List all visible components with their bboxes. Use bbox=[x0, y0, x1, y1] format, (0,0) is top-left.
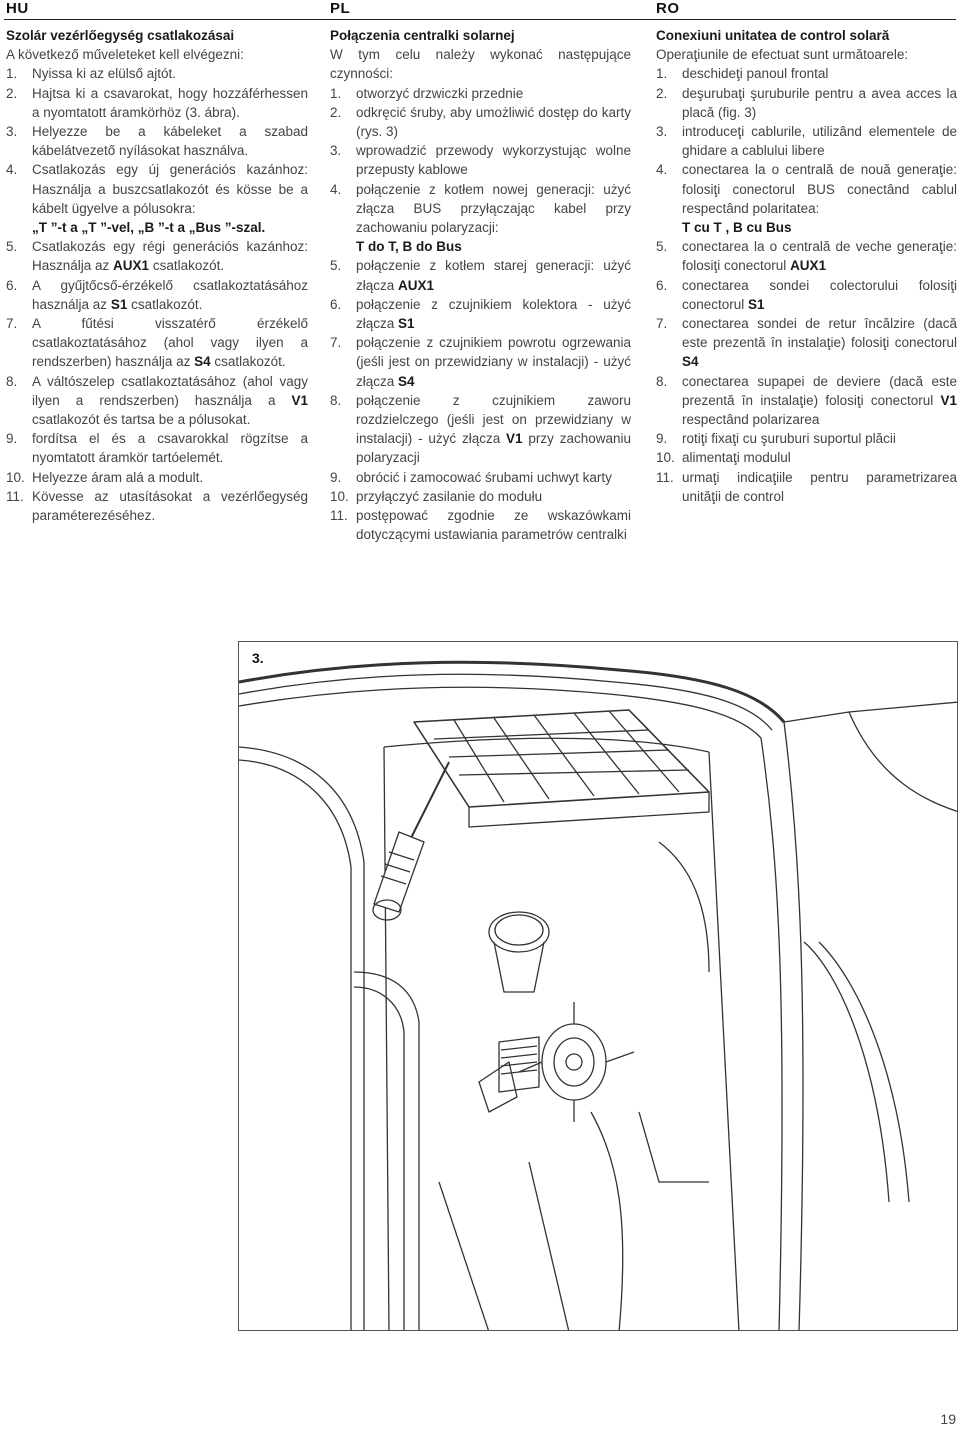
step-list bbox=[6, 64, 308, 525]
step-text-part: A váltószelep csatlakoztatásához (ahol vagy ilyen a rendszerben) használja a bbox=[32, 373, 308, 408]
step-text-part: csatlakozót. bbox=[210, 354, 286, 370]
step-text-part: postępować zgodnie ze wskazówkami dotyczącymi ustawiania parametrów centralki bbox=[356, 508, 631, 543]
step-number: 8. bbox=[330, 392, 342, 408]
step-text bbox=[682, 276, 957, 314]
step-item bbox=[330, 391, 631, 468]
connector-name: S1 bbox=[748, 296, 765, 312]
connector-name: V1 bbox=[940, 392, 957, 408]
step-text bbox=[356, 103, 631, 141]
step-text bbox=[32, 64, 308, 83]
connector-name: S1 bbox=[398, 316, 415, 332]
step-number: 11. bbox=[330, 508, 348, 524]
step-item bbox=[656, 429, 957, 448]
step-number: 7. bbox=[6, 316, 18, 332]
step-number: 5. bbox=[656, 239, 668, 255]
step-text bbox=[356, 468, 631, 487]
step-number: 2. bbox=[656, 85, 668, 101]
step-text-part: respectând polarizarea bbox=[682, 412, 820, 428]
step-item bbox=[656, 160, 957, 237]
step-text bbox=[32, 276, 308, 314]
step-text bbox=[356, 391, 631, 468]
step-item bbox=[6, 276, 308, 314]
step-item bbox=[656, 237, 957, 275]
step-text-part: Nyissa ki az elülső ajtót. bbox=[32, 66, 177, 82]
step-number: 4. bbox=[6, 162, 18, 178]
step-item bbox=[330, 141, 631, 179]
step-text bbox=[32, 372, 308, 430]
step-item bbox=[6, 84, 308, 122]
step-text-part: A fűtési visszatérő érzékelő csatlakoztatásához (ahol vagy ilyen a rendszerben) használja az bbox=[32, 316, 308, 370]
step-number: 11. bbox=[6, 488, 24, 504]
step-text bbox=[682, 468, 957, 506]
step-text bbox=[682, 448, 957, 467]
step-text-part: obrócić i zamocować śrubami uchwyt karty bbox=[356, 469, 612, 485]
header-rule bbox=[4, 19, 956, 20]
step-text-part: csatlakozót és tartsa be a pólusokat. bbox=[32, 412, 251, 428]
step-text-part: Hajtsa ki a csavarokat, hogy hozzáférhessen a nyomtatott áramkörhöz (3. ábra). bbox=[32, 85, 308, 120]
step-item bbox=[330, 295, 631, 333]
connector-name: V1 bbox=[291, 392, 308, 408]
step-list bbox=[656, 64, 957, 506]
connector-name: AUX1 bbox=[790, 258, 827, 274]
step-number: 6. bbox=[330, 296, 342, 312]
step-text bbox=[682, 64, 957, 83]
step-text-part: połączenie z kotłem starej generacji: użyć złącza bbox=[356, 258, 631, 293]
step-number: 9. bbox=[656, 431, 668, 447]
step-number: 6. bbox=[6, 277, 18, 293]
step-item bbox=[330, 333, 631, 391]
step-text-part: introduceţi cablurile, utilizând elementele de ghidare a cablului libere bbox=[682, 124, 957, 159]
step-text bbox=[682, 372, 957, 430]
step-text-part: połączenie z kotłem nowej generacji: użyć złącza BUS przyłączając kabel przy zachowaniu polaryzacji: bbox=[356, 181, 631, 236]
step-text bbox=[32, 160, 308, 237]
step-text-part: Csatlakozás egy régi generációs kazánhoz: Használja az bbox=[32, 239, 308, 274]
step-text bbox=[356, 506, 631, 544]
step-number: 2. bbox=[330, 104, 342, 120]
section-intro: W tym celu należy wykonać następujące czynności: bbox=[330, 47, 631, 82]
step-text bbox=[356, 487, 631, 506]
page-number: 19 bbox=[940, 1411, 956, 1427]
step-text bbox=[682, 160, 957, 237]
step-text bbox=[32, 84, 308, 122]
connector-name: S4 bbox=[398, 373, 415, 389]
step-text-part: rotiţi fixaţi cu şuruburi suportul plăcii bbox=[682, 431, 896, 447]
step-text bbox=[356, 256, 631, 294]
figure-3 bbox=[238, 641, 958, 1331]
step-item bbox=[656, 448, 957, 467]
step-text bbox=[32, 429, 308, 467]
connector-name: S4 bbox=[682, 354, 699, 370]
step-text-part: conectarea la o centrală de veche generaţie: folosiţi conectorul bbox=[682, 239, 957, 274]
step-text-part: Csatlakozás egy új generációs kazánhoz: Használja a buszcsatlakozót és kösse be a kábelt ügyelve a pólusokra: bbox=[32, 162, 308, 216]
step-number: 3. bbox=[330, 143, 342, 159]
step-number: 5. bbox=[6, 239, 18, 255]
step-text bbox=[32, 487, 308, 525]
lang-header-ro: RO bbox=[656, 0, 680, 17]
step-number: 3. bbox=[6, 124, 18, 140]
step-text-part: urmaţi indicaţiile pentru parametrizarea unităţii de control bbox=[682, 469, 957, 504]
step-item bbox=[330, 487, 631, 506]
step-number: 5. bbox=[330, 258, 342, 274]
step-number: 1. bbox=[330, 85, 342, 101]
step-text bbox=[356, 180, 631, 257]
step-item bbox=[6, 122, 308, 160]
step-text-part: przyłączyć zasilanie do modułu bbox=[356, 488, 543, 504]
step-text-part: deşurubaţi şuruburile pentru a avea acces la placă (fig. 3) bbox=[682, 85, 957, 120]
lang-header-pl: PL bbox=[330, 0, 351, 17]
connector-name: AUX1 bbox=[398, 277, 435, 293]
step-text-part: csatlakozót. bbox=[127, 296, 203, 312]
step-text-part: deschideţi panoul frontal bbox=[682, 66, 829, 82]
step-text bbox=[356, 295, 631, 333]
step-text bbox=[356, 84, 631, 103]
step-item bbox=[656, 84, 957, 122]
step-text-part: conectarea sondei de retur încălzire (dacă este prezentă în instalaţie) folosiţi conectorul bbox=[682, 316, 957, 351]
step-item bbox=[656, 64, 957, 83]
step-text bbox=[32, 237, 308, 275]
step-number: 7. bbox=[330, 335, 342, 351]
step-text-part: połączenie z czujnikiem zaworu rozdzielczego (jeśli jest on przewidziany w instalacji) - użyć złącza bbox=[356, 392, 631, 447]
step-text bbox=[32, 468, 308, 487]
step-item bbox=[6, 314, 308, 372]
step-text bbox=[682, 84, 957, 122]
step-text-part: otworzyć drzwiczki przednie bbox=[356, 85, 524, 101]
boiler-illustration bbox=[239, 642, 958, 1331]
step-text-part: wprowadzić przewody wykorzystując wolne przepusty kablowe bbox=[356, 143, 631, 178]
step-item bbox=[330, 103, 631, 141]
lang-header-hu: HU bbox=[6, 0, 29, 17]
connector-name: AUX1 bbox=[113, 258, 150, 274]
step-text-part: conectarea la o centrală de nouă generaţie: folosiţi conectorul BUS conectând cablul respectând polaritatea: bbox=[682, 162, 957, 216]
step-text-part: conectarea sondei colectorului folosiţi conectorul bbox=[682, 277, 957, 312]
figure-label: 3. bbox=[252, 650, 264, 666]
step-number: 9. bbox=[6, 431, 18, 447]
step-text-part: conectarea supapei de deviere (dacă este prezentă în instalaţie) folosiţi conectorul bbox=[682, 373, 957, 408]
step-text-part: przy zachowaniu polaryzacji bbox=[356, 431, 631, 466]
step-text-part: fordítsa el és a csavarokkal rögzítse a nyomtatott áramkör tartóelemét. bbox=[32, 431, 308, 466]
step-item bbox=[6, 64, 308, 83]
step-text bbox=[682, 122, 957, 160]
step-text bbox=[682, 237, 957, 275]
step-list bbox=[330, 84, 631, 545]
step-number: 8. bbox=[656, 373, 668, 389]
step-text-part: Kövesse az utasításokat a vezérlőegység paraméterezéséhez. bbox=[32, 488, 308, 524]
step-item bbox=[6, 487, 308, 525]
step-item bbox=[656, 372, 957, 430]
step-item bbox=[330, 506, 631, 544]
step-text bbox=[356, 333, 631, 391]
step-text-part: A gyűjtőcső-érzékelő csatlakoztatásához használja az bbox=[32, 277, 308, 312]
connector-name: S1 bbox=[110, 296, 128, 312]
step-text-part: połączenie z czujnikiem kolektora - użyć złącza bbox=[356, 296, 631, 332]
step-number: 10. bbox=[6, 469, 25, 485]
step-number: 8. bbox=[6, 373, 18, 389]
step-number: 1. bbox=[656, 66, 668, 82]
step-number: 1. bbox=[6, 66, 18, 82]
step-text-part: Helyezze áram alá a modult. bbox=[32, 469, 204, 485]
step-item bbox=[330, 468, 631, 487]
step-text-part: csatlakozót. bbox=[149, 258, 225, 274]
column-hu bbox=[6, 26, 308, 525]
polarity-note: T do T, B do Bus bbox=[356, 239, 462, 255]
step-number: 11. bbox=[656, 469, 674, 485]
connector-name: S4 bbox=[194, 354, 211, 370]
column-ro bbox=[656, 26, 957, 506]
polarity-note: T cu T , B cu Bus bbox=[682, 220, 792, 236]
section-title: Conexiuni unitatea de control solară bbox=[656, 28, 890, 43]
step-text bbox=[682, 429, 957, 448]
column-pl bbox=[330, 26, 631, 544]
step-item bbox=[6, 372, 308, 430]
step-item bbox=[6, 237, 308, 275]
step-item bbox=[330, 84, 631, 103]
step-item bbox=[656, 468, 957, 506]
step-item bbox=[656, 276, 957, 314]
polarity-note: „T ”-t a „T ”-vel, „B ”-t a „Bus ”-szal. bbox=[32, 220, 266, 236]
step-item bbox=[6, 160, 308, 237]
step-text-part: alimentaţi modulul bbox=[682, 450, 791, 466]
step-item bbox=[656, 122, 957, 160]
step-number: 4. bbox=[330, 181, 342, 197]
step-text-part: Helyezze be a kábeleket a szabad kábelátvezető nyílásokat használva. bbox=[32, 124, 308, 159]
step-text bbox=[32, 314, 308, 372]
step-text bbox=[32, 122, 308, 160]
step-number: 10. bbox=[330, 488, 349, 504]
step-text-part: odkręcić śruby, aby umożliwić dostęp do karty (rys. 3) bbox=[356, 104, 631, 140]
step-text bbox=[356, 141, 631, 179]
section-title: Szolár vezérlőegység csatlakozásai bbox=[6, 28, 235, 43]
step-text bbox=[682, 314, 957, 372]
step-number: 3. bbox=[656, 124, 668, 140]
section-title: Połączenia centralki solarnej bbox=[330, 28, 515, 43]
section-intro: A következő műveleteket kell elvégezni: bbox=[6, 47, 244, 63]
step-item bbox=[330, 180, 631, 257]
connector-name: V1 bbox=[506, 431, 523, 447]
step-item bbox=[656, 314, 957, 372]
step-item bbox=[6, 429, 308, 467]
step-number: 7. bbox=[656, 316, 668, 332]
step-number: 4. bbox=[656, 162, 668, 178]
step-number: 6. bbox=[656, 277, 668, 293]
step-item bbox=[330, 256, 631, 294]
step-number: 10. bbox=[656, 450, 675, 466]
step-text-part: połączenie z czujnikiem powrotu ogrzewania (jeśli jest on przewidziany w instalacji) - użyć złącza bbox=[356, 335, 631, 389]
step-number: 9. bbox=[330, 469, 342, 485]
step-item bbox=[6, 468, 308, 487]
section-intro: Operaţiunile de efectuat sunt următoarele: bbox=[656, 47, 909, 63]
step-number: 2. bbox=[6, 85, 18, 101]
